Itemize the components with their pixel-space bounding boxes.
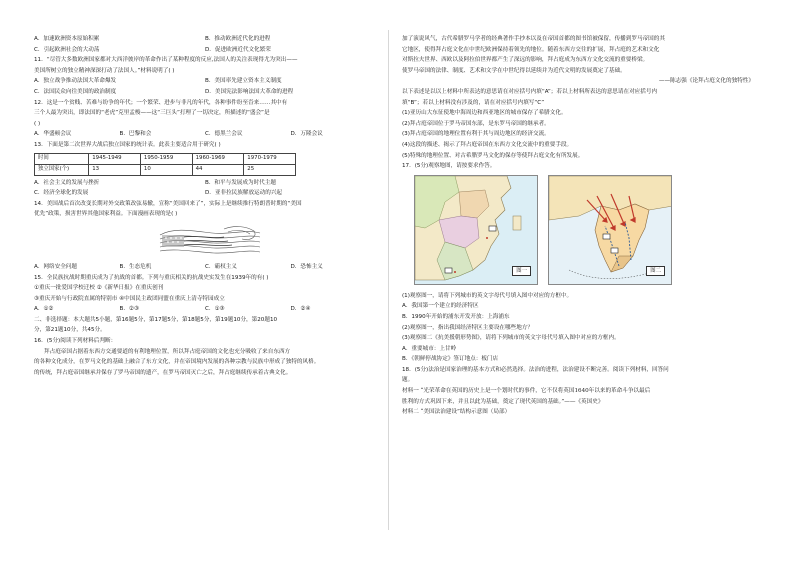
q18-stem-line2: 题。: [402, 377, 414, 384]
q18-material-1-line1: 材料一 “光荣革命在英国的历史上是一个划时代的事件，它不仅将英国1640年以来的革命斗争以最后: [402, 388, 651, 395]
q13-table: [34, 153, 296, 176]
section2-heading-line1: 二、非选择题：本大题共5小题，第16题5分，第17题5分，第18题5分，第19题10分，第20题10: [34, 316, 278, 323]
q15-option-a: A．①②: [34, 306, 54, 313]
q10-options-row1: [34, 34, 376, 45]
q10-option-d: D．促进欧洲近代文化繁荣: [205, 46, 271, 53]
q16-passage-line3: 的传统，拜占庭帝国继承并保存了罗马帝国的遗产，在罗马帝国灭亡之后，拜占庭继续传承着古典文化。: [34, 369, 292, 376]
q10-option-b: B．推动欧洲近代化的进程: [205, 36, 271, 42]
q15-options: [34, 304, 376, 315]
q13-options-row1: [34, 178, 376, 189]
q14-stem-line2: 优先”政策，损害世界其他国家利益。下面漫画表现的是( ): [34, 211, 178, 218]
flag-cartoon-image: [154, 223, 266, 259]
q12-stem-line2: 三个人最为突出，即法国的“老虎”克里孟梭——这“三巨头”打理了一切决定，所描述的“盛会”是: [34, 110, 270, 117]
q16-item-5: (5)特殊的地理位置、对古希腊罗马文化的保存等使拜占庭文化有所发展。: [402, 152, 584, 159]
q12-stem-line3: ( ): [34, 120, 41, 127]
map-2-label: 图二: [646, 266, 665, 276]
q15-option-b: B．②③: [119, 306, 139, 313]
q11-option-a: A．独立战争推动法国大革命爆发: [34, 78, 117, 85]
q11-option-d: D．美国宪法影响法国大革命的进程: [205, 88, 294, 95]
passage-citation: ——陈志强《论拜占庭文化的独特性》: [658, 78, 754, 85]
q14-options: [34, 262, 376, 273]
q11-options-row1: [34, 76, 376, 87]
q13-option-d: D．亚非拉民族解放运动的兴起: [205, 190, 283, 197]
q12-option-d: D．万隆会议: [290, 131, 323, 138]
section2-heading-line2: 分，第21题10分，共45分。: [34, 327, 106, 334]
q15-item-row1: ①重庆一批爱国学校迁校 ②《新华日报》在重庆创刊: [34, 285, 164, 292]
map-figure-1: [414, 175, 538, 285]
q14-option-c: C．霸权主义: [205, 263, 237, 270]
table-cell: 独立国家(个): [35, 164, 89, 175]
q14-cartoon: [34, 222, 376, 260]
q13-option-a: A．社会主义的发展与挫折: [34, 179, 100, 186]
q16-item-3: (3)拜占庭帝国的地理位置有利于其与周边地区的经济交流。: [402, 131, 550, 138]
table-cell: 时间: [35, 153, 89, 164]
q13-options-row2: [34, 188, 376, 199]
map-figure-2: [548, 175, 672, 285]
table-cell: 1960-1969: [192, 153, 244, 164]
passage-cont-line1: 加了演说风气，古代希腊罗马学者的经典著作手抄本以及在帝国首都的图书馆被保留，传播到罗马帝国的其: [402, 36, 665, 42]
q18-stem-line1: 18．(5分)法治是国家治理的基本方式和必然选择。法治的进程，法治建设不断完善。阅读下列材料，回答问: [402, 366, 669, 373]
table-cell: 10: [140, 164, 192, 175]
q18-material-2: 材料二 “美国法治建设”结构示意图（局部）: [402, 409, 511, 416]
right-column: [402, 34, 758, 418]
q10-option-a: A．加速欧洲资本原始积累: [34, 36, 100, 42]
q17-item-1a: A．我国第一个建立的经济特区: [402, 303, 479, 310]
table-row: [35, 153, 296, 164]
table-cell: 25: [244, 164, 296, 175]
q14-stem-line1: 14．美国战后首次改变长期对外交政策改弦易辙，宣称“美国回来了”，实际上是继续推行特朗普时期的“美国: [34, 200, 302, 207]
q16-stem: 16．(5分)阅读下列材料后判断：: [34, 338, 117, 345]
q11-option-c: C．法国民众向往美国的政治制度: [34, 88, 117, 95]
map-1-label: 图一: [512, 266, 531, 276]
q15-option-d: D．②④: [290, 306, 311, 313]
q16-task-line1: 以下表述是以以上材料中所表达的意思请在对应括号内填“A”；若以上材料所表达的意思请在对应括号内: [402, 88, 658, 95]
q17-item-3b: B．《朝鲜停战协定》签订地点：板门店: [402, 356, 499, 363]
q12-stem-line1: 12．这是一个贫贱、苦难与纷争的年代；一个繁荣、进步与非凡的年代，各种事件纷至沓来……其中有: [34, 99, 288, 106]
left-column: [34, 34, 376, 378]
q13-option-c: C．经济全球化的发展: [34, 190, 89, 197]
q10-options-row2: [34, 45, 376, 56]
q17-item-1b: B．1990年开始的浦东开发开放：上海浦东: [402, 313, 510, 320]
q16-passage-line2: 的各种文化成分，在罗马文化的基础上融合了东方文化，并在帝国境内发展的各种宗教与民族中形成了独特的风格。: [34, 359, 320, 366]
passage-cont-line4: 使罗马帝国的法律、制度、艺术和文学在中世纪得以延续并为近代文明的发展奠定了基础。: [402, 67, 626, 74]
q12-options: [34, 129, 376, 140]
q12-option-c: C．德黑兰会议: [205, 131, 243, 138]
q14-option-b: B．生态危机: [119, 263, 152, 270]
column-divider: [388, 30, 389, 530]
table-cell: 1950-1959: [140, 153, 192, 164]
q15-stem: 15．全民族抗战时期重庆成为了抗战的首都。下列与重庆相关的抗战史实发生在1939年的有( ): [34, 274, 269, 281]
q15-item-row2: ③重庆开始与行政院直属的特别市 ④中国民主政团同盟在重庆上清寺特园成立: [34, 295, 225, 302]
table-cell: 13: [89, 164, 141, 175]
table-cell: 44: [192, 164, 244, 175]
table-cell: 1945-1949: [89, 153, 141, 164]
table-row: [35, 164, 296, 175]
passage-cont-line3: 对斯拉夫世界、西欧以及阿拉伯世界都产生了深远的影响，拜占庭成为东西方文化交流的重要桥梁。: [402, 57, 649, 64]
q10-option-c: C．引起欧洲社会的大动荡: [34, 46, 100, 53]
q16-item-1: (1)亚历山大东征使地中海周边和西亚地区的城市保存了希腊文化。: [402, 110, 567, 117]
q17-stem: 17．(5分)观察地图，请按要求作答。: [402, 163, 496, 170]
q12-option-b: B．巴黎和会: [119, 131, 152, 138]
q14-option-a: A．网络安全问题: [34, 263, 77, 270]
q17-maps: [402, 175, 758, 287]
q13-option-b: B．和平与发展成为时代主题: [205, 179, 276, 186]
q11-option-b: B．美国率先建立资本主义制度: [205, 78, 282, 85]
q12-option-a: A．华盛顿会议: [34, 131, 72, 138]
q16-task-line2: 填“B”；若以上材料没有涉及的，请在对应括号内填写“C”: [402, 99, 545, 106]
q16-passage-line1: 拜占庭帝国占据着东西方交通要道的有利地理位置，所以拜占庭帝国的文化也充分吸收了来自东西方: [44, 348, 291, 355]
q16-item-4: (4)这段的描述、揭示了拜占庭帝国在东西方文化交流中的重要手段。: [402, 141, 573, 148]
q17-item-3: (3)观察图二《抗美援朝形势图》，请将下列城市的英文字母代号填入图中对应的方框内。: [402, 335, 620, 342]
q14-option-d: D．恐怖主义: [290, 263, 323, 270]
q17-item-1: (1)观察图一，请将下列城市的英文字母代号填入图中对应的方框中。: [402, 292, 573, 299]
q11-options-row2: [34, 87, 376, 98]
q13-stem: 13．下面是第二次世界大战后独立国家的统计表。此表主要适合用于研究( ): [34, 141, 221, 148]
q11-stem-line1: 11．“尽管大多数欧洲国家都对大西洋彼岸的革命作出了某种程度的反应,法国人的关注表现得尤为突出——: [34, 57, 298, 64]
passage-cont-line2: 它地区，使得拜占庭文化在中世纪欧洲保持着领先的地位。随着东西方交往的扩展，拜占庭的艺术和文化: [402, 46, 660, 53]
q16-item-2: (2)拜占庭帝国位于罗马帝国东部，是东罗马帝国的继承者。: [402, 120, 550, 127]
table-cell: 1970-1979: [244, 153, 296, 164]
q11-stem-line2: 美国所树立的独立精神深深打动了法国人。”材料说明了( ): [34, 67, 175, 74]
q17-item-2: (2)观察图一，指出我国经济特区主要设在哪些地方？: [402, 324, 533, 331]
q17-item-3a: A．重要城市：上甘岭: [402, 345, 457, 352]
q15-option-c: C．①③: [205, 306, 225, 313]
q18-material-1-line2: 胜利的方式巩固下来，并且以此为基础，奠定了现代英国的基础。”——《英国史》: [402, 398, 604, 405]
